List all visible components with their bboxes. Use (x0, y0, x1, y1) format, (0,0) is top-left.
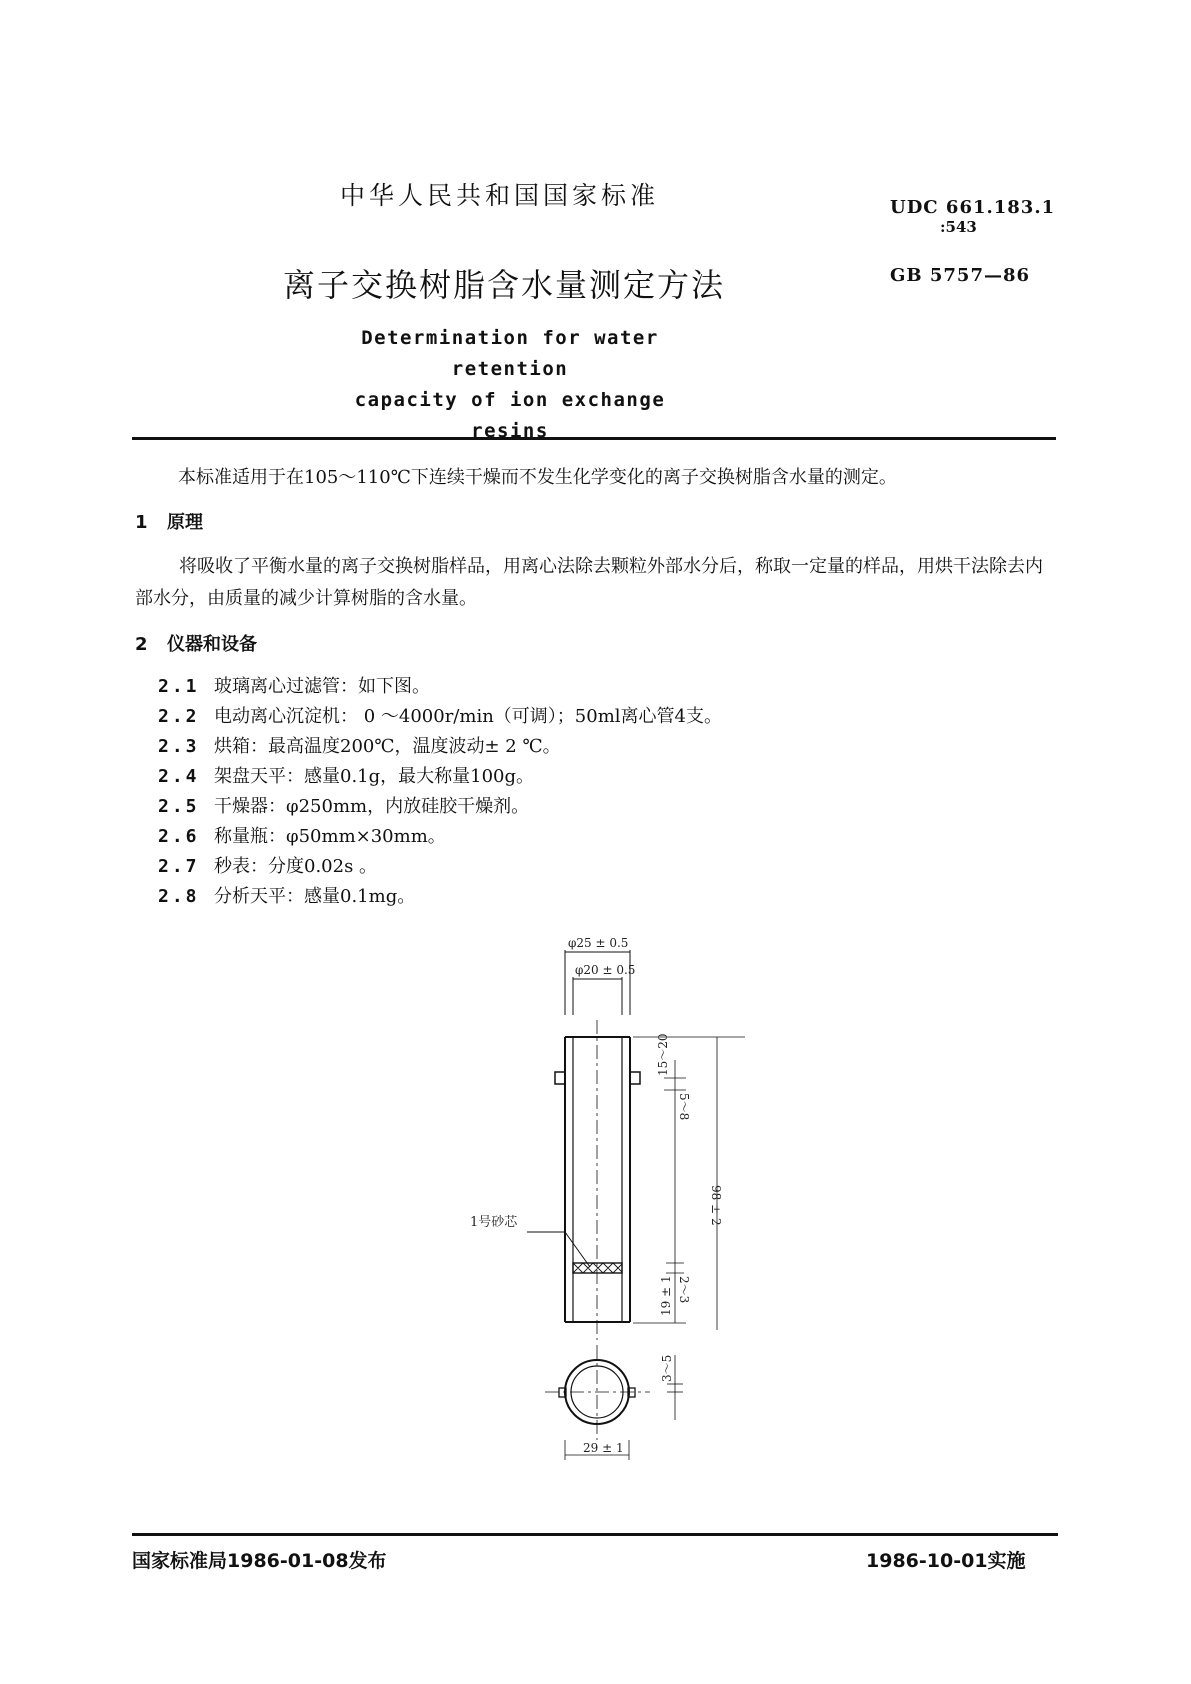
tube-lip-left (555, 1072, 565, 1084)
item-code: 2.7 (158, 856, 200, 877)
list-item (158, 852, 377, 878)
title-en-line2: capacity of ion exchange resins (354, 389, 666, 442)
item-text: 电动离心沉淀机： 0 ～4000r/min（可调）；50ml离心管4支。 (214, 706, 722, 727)
section-title: 仪器和设备 (167, 634, 257, 655)
item-text: 玻璃离心过滤管：如下图。 (214, 676, 430, 697)
list-item (158, 792, 529, 818)
list-item (158, 732, 561, 758)
dim-length-label: 98 ± 2 (709, 1185, 723, 1226)
dim-bottom-label: 19 ± 1 (659, 1275, 673, 1316)
dim-width-label: 29 ± 1 (583, 1441, 624, 1455)
item-code: 2.3 (158, 736, 200, 757)
section-1-heading (135, 508, 203, 534)
item-text: 烘箱：最高温度200℃，温度波动± 2 ℃。 (214, 736, 561, 757)
title-en-line1: Determination for water retention (361, 327, 659, 380)
item-code: 2.1 (158, 676, 200, 697)
scope-paragraph: 本标准适用于在105～110℃下连续干燥而不发生化学变化的离子交换树脂含水量的测定。 (178, 467, 897, 488)
dim-ring-label: 3～5 (660, 1354, 674, 1382)
section-title: 原理 (167, 512, 203, 533)
dim-outer-label: φ25 ± 0.5 (568, 936, 629, 950)
gb-label: GB (890, 265, 923, 286)
header-divider (132, 437, 1056, 440)
gb-standard-number (890, 265, 1030, 286)
list-item (158, 762, 534, 788)
item-text: 称量瓶：φ50mm×30mm。 (214, 826, 446, 847)
footer-divider (132, 1533, 1058, 1536)
issue-date: 国家标准局1986-01-08发布 (132, 1550, 387, 1572)
list-item (158, 882, 415, 908)
section-number: 2 (135, 634, 148, 655)
item-code: 2.8 (158, 886, 200, 907)
udc-code: 661.183.1 (945, 197, 1056, 218)
list-item (158, 702, 722, 728)
frit-leader (565, 1232, 590, 1267)
principle-paragraph: 将吸收了平衡水量的离子交换树脂样品，用离心法除去颗粒外部水分后，称取一定量的样品，用烘干法除去内部水分，由质量的减少计算树脂的含水量。 (135, 556, 1043, 609)
gb-code: 5757—86 (929, 265, 1031, 286)
item-text: 干燥器：φ250mm，内放硅胶干燥剂。 (214, 796, 530, 817)
document-title-en (310, 323, 710, 447)
dim-lip-label: 5～8 (677, 1093, 691, 1121)
document-title-cn: 离子交换树脂含水量测定方法 (283, 266, 726, 304)
item-code: 2.4 (158, 766, 200, 787)
item-code: 2.5 (158, 796, 200, 817)
list-item (158, 672, 430, 698)
udc-code-continuation: :543 (940, 218, 977, 236)
item-text: 分析天平：感量0.1mg。 (214, 886, 416, 907)
section-2-heading (135, 630, 257, 656)
list-item (158, 822, 446, 848)
dim-inner-label: φ20 ± 0.5 (575, 963, 636, 977)
section-number: 1 (135, 512, 148, 533)
dim-top-label: 15～20 (656, 1033, 670, 1076)
tube-lip-right (630, 1072, 640, 1084)
item-text: 架盘天平：感量0.1g，最大称量100g。 (214, 766, 535, 787)
item-code: 2.6 (158, 826, 200, 847)
frit-label: 1号砂芯 (470, 1215, 518, 1230)
udc-classification (890, 197, 1055, 218)
udc-label: UDC (890, 197, 939, 218)
national-standard-heading: 中华人民共和国国家标准 (340, 181, 660, 210)
frit-hatching (573, 1263, 622, 1273)
centrifuge-tube-drawing (430, 925, 750, 1460)
effective-date: 1986-10-01实施 (866, 1550, 1026, 1572)
dim-frit-label: 2～3 (677, 1276, 691, 1304)
item-code: 2.2 (158, 706, 200, 727)
item-text: 秒表：分度0.02s 。 (214, 856, 378, 877)
